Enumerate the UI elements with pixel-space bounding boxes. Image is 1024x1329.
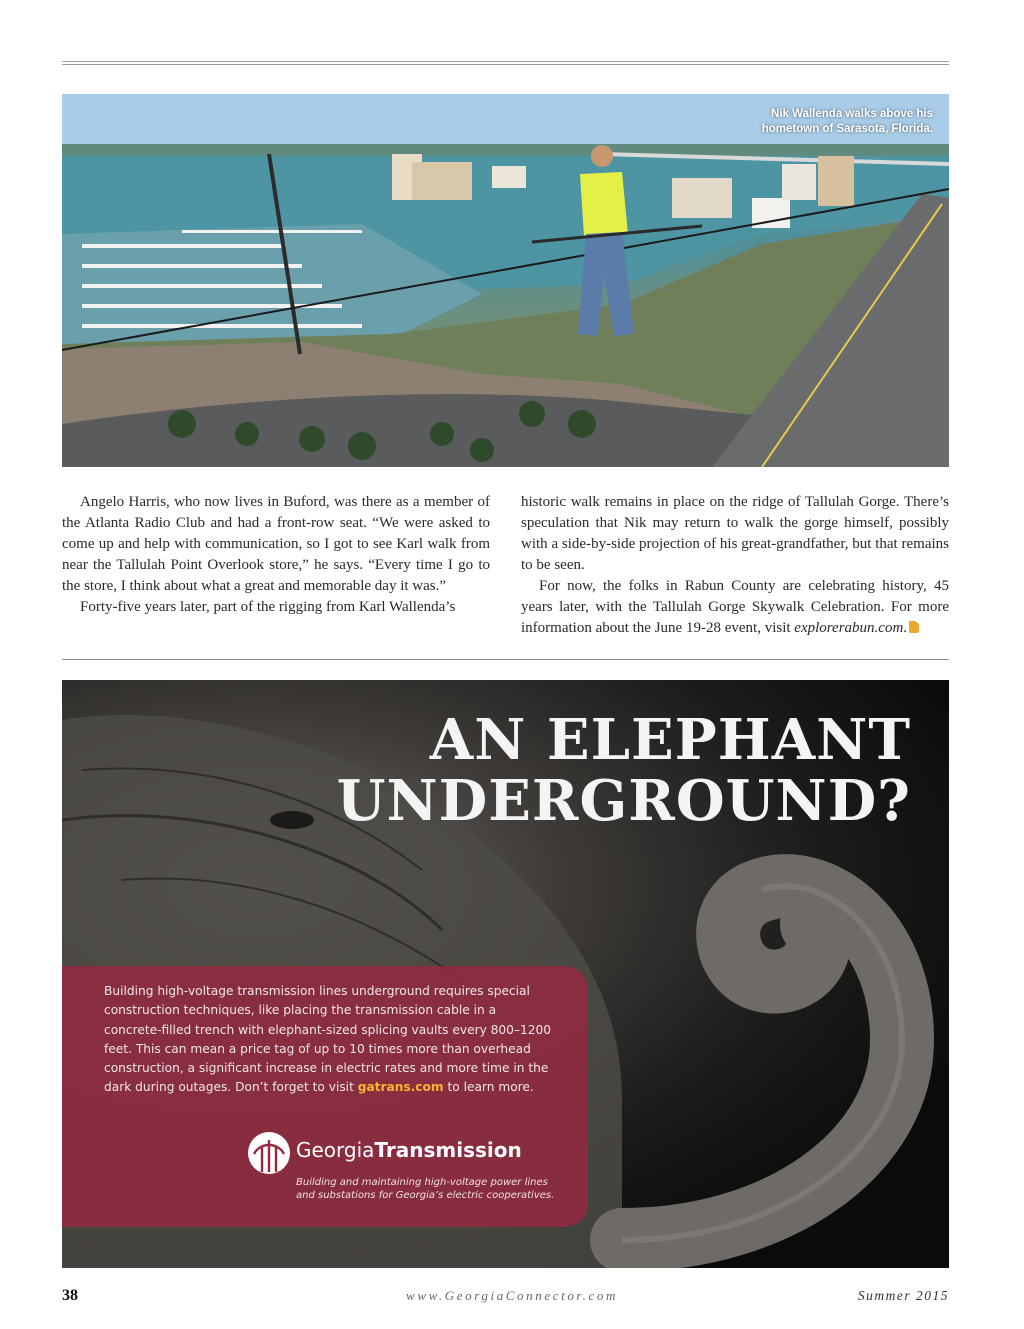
end-mark-icon [909, 621, 919, 633]
article-paragraph: historic walk remains in place on the ridge of Tallulah Gorge. There’s speculation that Nik may return to walk the gorge himself, possibly with a side-by-side projection of his great-grandfather, but that remains to be seen. [521, 494, 949, 573]
transmission-tower-icon [248, 1132, 290, 1174]
photo-caption: Nik Wallenda walks above his hometown of Sarasota, Florida. [761, 108, 933, 135]
article-paragraph [521, 576, 949, 639]
ad-body-end: to learn more. [443, 1080, 534, 1095]
explorerabun-link[interactable]: explorerabun.com [794, 620, 904, 636]
ad-headline-line2: UNDERGROUND? [336, 768, 911, 834]
ad-text-panel [62, 966, 588, 1227]
gatrans-link[interactable]: gatrans.com [357, 1080, 444, 1095]
ad-headline [336, 707, 911, 834]
ad-body-text [104, 982, 556, 1098]
header-rule [62, 61, 949, 65]
footer-issue: Summer 2015 [857, 1288, 949, 1303]
ad-headline-line1: AN ELEPHANT [429, 707, 911, 773]
sarasota-aerial-illustration [62, 94, 949, 467]
article-paragraph: Forty-five years later, part of the rigging from Karl Wallenda’s [80, 599, 456, 615]
wallenda-photo [62, 94, 949, 467]
paragraph-text: For now, the folks in Rabun County are celebrating history, 45 years later, with the Tallulah Gorge Skywalk Celebration. For more information about the June 19-28 event, visit [521, 578, 949, 636]
article-column-left [62, 492, 490, 618]
brand-name [296, 1138, 522, 1162]
brand-tagline: Building and maintaining high-voltage power lines and substations for Georgia’s electric cooperatives. [296, 1177, 555, 1201]
article-paragraph: Angelo Harris, who now lives in Buford, was there as a member of the Atlanta Radio Club and had a front-row seat. “We were asked to come up and help with communication, so I got to see Karl walk from near the Tallulah Point Overlook store,” he says. “Every time I go to the store, I think about what a great and memorable day it was.” [62, 494, 490, 594]
georgia-transmission-ad [62, 680, 949, 1268]
footer-url[interactable]: www.GeorgiaConnector.com [406, 1288, 618, 1303]
brand-name-light: Georgia [296, 1138, 375, 1162]
ad-body-copy: Building high-voltage transmission lines underground requires special construction techniques, like placing the transmission cable in a concrete-filled trench with elephant-sized splicing vaults every 800–1200 feet. This can mean a price tag of up to 10 times more than overhead construction, a significant increase in electric rates and more time in the dark during outages. Don’t forget to visit [104, 984, 552, 1095]
article-column-right [521, 492, 949, 639]
page-number: 38 [62, 1287, 78, 1304]
paragraph-end: . [903, 620, 908, 636]
brand-name-bold: Transmission [374, 1138, 522, 1162]
section-rule [62, 659, 949, 660]
